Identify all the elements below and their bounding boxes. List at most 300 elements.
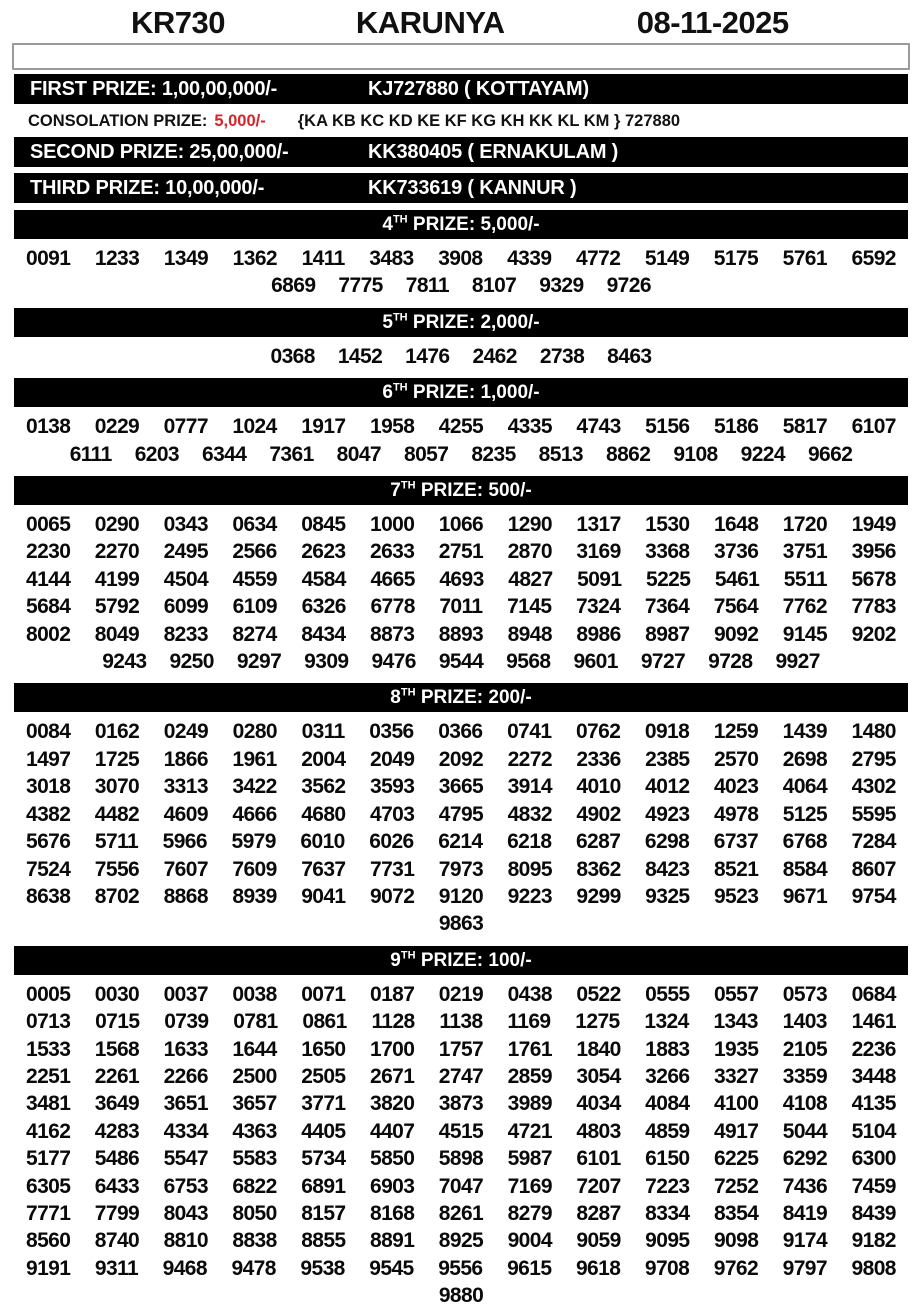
winning-number: 4680 (301, 802, 346, 826)
winning-number: 1530 (645, 513, 690, 537)
prize-bar-title: 7TH PRIZE: 500/- (390, 479, 532, 502)
winning-number: 5898 (438, 1147, 484, 1171)
winning-number: 1169 (507, 1010, 551, 1034)
winning-number: 9004 (507, 1229, 552, 1253)
winning-number: 1066 (438, 513, 484, 537)
winning-number: 9041 (301, 884, 346, 908)
winning-number: 1700 (369, 1037, 415, 1061)
winning-number: 1233 (94, 247, 140, 270)
winning-number: 0091 (26, 247, 71, 270)
consolation-amount: 5,000/- (214, 112, 266, 130)
winning-number: 6592 (851, 247, 896, 270)
draw-code: KR730 (130, 5, 225, 40)
winning-number: 8002 (26, 622, 71, 646)
winning-number: 6010 (300, 830, 345, 854)
winning-number: 1650 (301, 1037, 346, 1061)
winning-number: 7284 (851, 830, 896, 854)
winning-number: 8702 (94, 884, 140, 908)
winning-number: 8233 (163, 622, 208, 646)
winning-number: 4832 (507, 802, 552, 826)
winning-number: 7556 (94, 857, 140, 881)
winning-number: 7047 (438, 1174, 484, 1198)
winning-number: 2747 (438, 1064, 484, 1088)
winning-number: 6778 (370, 595, 415, 619)
winning-number: 9250 (169, 650, 214, 674)
winning-number: 5678 (851, 567, 896, 591)
winning-numbers-row (0, 1145, 922, 1172)
winning-number: 9708 (644, 1256, 690, 1280)
winning-number: 4803 (576, 1119, 621, 1143)
winning-number: 8334 (645, 1201, 690, 1225)
winning-number: 0845 (301, 513, 346, 537)
winning-number: 1452 (337, 344, 383, 368)
winning-number: 4721 (507, 1119, 552, 1143)
winning-number: 9468 (162, 1256, 207, 1280)
winning-number: 2570 (713, 747, 759, 771)
winning-number: 7607 (163, 857, 208, 881)
winning-number: 1324 (644, 1010, 689, 1034)
winning-number: 2105 (782, 1037, 828, 1061)
winning-number: 8274 (232, 622, 277, 646)
second-prize-bar (14, 137, 908, 167)
winning-numbers-row (0, 1090, 922, 1117)
winning-number: 4255 (438, 415, 484, 439)
prize-bar-title: 5TH PRIZE: 2,000/- (382, 311, 540, 333)
winning-number: 5817 (782, 415, 828, 439)
winning-number: 5987 (507, 1147, 552, 1171)
third-prize-bar (14, 173, 908, 203)
winning-number: 5486 (94, 1147, 140, 1171)
winning-number: 8287 (576, 1201, 621, 1225)
winning-number: 8560 (26, 1229, 71, 1253)
winning-number: 9671 (782, 884, 828, 908)
winning-number: 0918 (644, 720, 690, 744)
winning-number: 1128 (371, 1010, 415, 1034)
winning-numbers-row (0, 621, 922, 648)
winning-number: 1757 (438, 1037, 484, 1061)
winning-number: 1958 (369, 415, 415, 439)
winning-number: 2230 (26, 540, 71, 564)
winning-number: 4609 (163, 802, 208, 826)
winning-number: 8855 (301, 1229, 346, 1253)
winning-number: 0162 (94, 720, 140, 744)
winning-number: 2261 (94, 1064, 140, 1088)
winning-number: 1533 (26, 1037, 71, 1061)
winning-number: 9325 (645, 884, 690, 908)
winning-number: 1883 (645, 1037, 690, 1061)
winning-number: 5734 (301, 1147, 346, 1171)
winning-number: 5156 (645, 415, 690, 439)
winning-numbers-row (0, 746, 922, 773)
winning-number: 1259 (713, 720, 759, 744)
winning-number: 2049 (369, 747, 415, 771)
winning-numbers-row (0, 856, 922, 883)
winning-number: 6753 (163, 1174, 208, 1198)
winning-number: 3313 (163, 775, 208, 799)
prize-sections (0, 210, 922, 1311)
second-prize-label: SECOND PRIZE: 25,00,000/- (30, 141, 289, 163)
winning-number: 6292 (782, 1147, 828, 1171)
winning-number: 4335 (507, 415, 552, 439)
winning-number: 6287 (575, 830, 621, 854)
winning-number: 4012 (645, 775, 690, 799)
winning-number: 9726 (606, 274, 651, 298)
winning-numbers-row (0, 245, 922, 272)
winning-number: 7011 (439, 595, 483, 619)
winning-number: 1935 (713, 1037, 759, 1061)
winning-number: 4407 (369, 1119, 415, 1143)
winning-number: 3908 (438, 247, 483, 270)
winning-number: 8862 (605, 442, 651, 466)
winning-number: 9182 (851, 1229, 896, 1253)
winning-number: 0741 (507, 720, 552, 744)
winning-numbers-row (0, 593, 922, 620)
winning-number: 9927 (775, 650, 820, 674)
winning-number: 9223 (507, 884, 552, 908)
winning-number: 2500 (232, 1064, 277, 1088)
winning-number: 7169 (507, 1174, 552, 1198)
winning-number: 5461 (714, 567, 760, 591)
winning-numbers-row (0, 1118, 922, 1145)
winning-number: 3665 (438, 775, 484, 799)
winning-number: 9601 (573, 650, 618, 674)
winning-number: 9297 (236, 650, 282, 674)
winning-numbers-row (0, 1008, 922, 1035)
winning-numbers-row (0, 718, 922, 745)
winning-number: 3651 (163, 1092, 208, 1116)
winning-number: 0684 (851, 982, 896, 1006)
winning-number: 3593 (369, 775, 415, 799)
winning-number: 6203 (134, 442, 180, 466)
winning-number: 0762 (575, 720, 621, 744)
winning-number: 5177 (26, 1147, 71, 1171)
winning-number: 6822 (232, 1174, 277, 1198)
winning-number: 9556 (438, 1256, 483, 1280)
prize-bar-4th (14, 210, 908, 239)
winning-number: 1633 (163, 1037, 208, 1061)
winning-number: 7973 (438, 857, 484, 881)
winning-number: 3873 (438, 1092, 484, 1116)
winning-number: 7564 (713, 595, 759, 619)
winning-number: 3989 (507, 1092, 552, 1116)
winning-numbers-row (0, 1282, 922, 1309)
winning-numbers-row (0, 828, 922, 855)
winning-number: 5979 (231, 830, 276, 854)
winning-number: 1720 (782, 513, 828, 537)
winning-number: 9108 (673, 442, 718, 466)
winning-number: 5850 (369, 1147, 415, 1171)
winning-number: 3448 (851, 1064, 896, 1088)
winning-number: 3914 (507, 775, 552, 799)
winning-number: 1476 (405, 344, 450, 368)
winning-number: 2236 (851, 1037, 896, 1061)
winning-number: 0343 (163, 513, 208, 537)
winning-number: 4302 (851, 775, 896, 799)
winning-numbers-row (0, 343, 922, 370)
winning-number: 2092 (438, 747, 484, 771)
winning-number: 0781 (233, 1010, 278, 1034)
winning-number: 5792 (94, 595, 140, 619)
winning-numbers-8th (0, 715, 922, 938)
winning-number: 9174 (782, 1229, 828, 1253)
winning-number: 3649 (94, 1092, 140, 1116)
winning-number: 9243 (102, 650, 147, 674)
winning-number: 0366 (438, 720, 483, 744)
winning-number: 0084 (26, 720, 71, 744)
winning-number: 2751 (438, 540, 484, 564)
prize-bar-8th (14, 683, 908, 712)
winning-number: 7762 (782, 595, 827, 619)
winning-number: 5761 (782, 247, 827, 270)
winning-number: 8439 (851, 1201, 896, 1225)
winning-number: 9545 (369, 1256, 414, 1280)
winning-number: 8057 (404, 442, 449, 466)
winning-number: 8810 (163, 1229, 208, 1253)
winning-number: 6218 (507, 830, 552, 854)
winning-number: 3751 (782, 540, 828, 564)
consolation-label: CONSOLATION PRIZE: (28, 112, 208, 130)
winning-number: 4334 (163, 1119, 208, 1143)
winning-number: 9098 (713, 1229, 759, 1253)
winning-number: 1362 (232, 247, 277, 270)
winning-number: 4382 (26, 802, 71, 826)
winning-number: 4978 (713, 802, 759, 826)
winning-number: 1411 (301, 247, 345, 270)
winning-number: 5091 (577, 567, 622, 591)
winning-number: 8838 (232, 1229, 277, 1253)
top-input-box[interactable] (12, 43, 910, 70)
winning-numbers-row (0, 1255, 922, 1282)
winning-numbers-row (0, 1173, 922, 1200)
winning-number: 0713 (26, 1010, 71, 1034)
winning-number: 6107 (851, 415, 896, 439)
winning-number: 2738 (539, 344, 585, 368)
winning-number: 2870 (507, 540, 552, 564)
prize-bar-5th (14, 308, 908, 337)
winning-numbers-6th (0, 410, 922, 469)
winning-number: 1461 (851, 1010, 896, 1034)
winning-number: 0715 (95, 1010, 140, 1034)
winning-number: 7637 (301, 857, 346, 881)
winning-number: 4559 (232, 567, 277, 591)
winning-number: 8047 (336, 442, 381, 466)
winning-number: 6737 (713, 830, 759, 854)
winning-number: 4703 (369, 802, 415, 826)
winning-number: 2566 (232, 540, 277, 564)
winning-number: 2251 (26, 1064, 71, 1088)
winning-number: 4135 (851, 1092, 896, 1116)
winning-number: 0290 (94, 513, 140, 537)
winning-number: 7811 (405, 274, 449, 298)
winning-number: 6109 (232, 595, 277, 619)
winning-number: 1568 (94, 1037, 140, 1061)
winning-number: 6903 (369, 1174, 415, 1198)
winning-number: 0368 (270, 344, 315, 368)
winning-number: 5104 (851, 1119, 896, 1143)
winning-number: 0071 (301, 982, 346, 1006)
winning-number: 7524 (26, 857, 71, 881)
winning-number: 3327 (713, 1064, 759, 1088)
winning-number: 0555 (645, 982, 690, 1006)
winning-numbers-4th (0, 242, 922, 301)
winning-number: 8043 (163, 1201, 208, 1225)
winning-number: 8607 (851, 857, 896, 881)
winning-number: 1648 (713, 513, 759, 537)
winning-number: 6768 (782, 830, 827, 854)
winning-number: 4144 (26, 567, 71, 591)
winning-number: 3562 (301, 775, 346, 799)
winning-number: 0037 (163, 982, 208, 1006)
winning-number: 8463 (607, 344, 652, 368)
winning-number: 4504 (163, 567, 209, 591)
winning-number: 9095 (645, 1229, 690, 1253)
winning-number: 4162 (26, 1119, 71, 1143)
winning-number: 9299 (576, 884, 621, 908)
winning-number: 8354 (713, 1201, 759, 1225)
winning-number: 0522 (576, 982, 621, 1006)
winning-number: 3054 (576, 1064, 621, 1088)
winning-number: 0187 (369, 982, 415, 1006)
winning-number: 9202 (851, 622, 896, 646)
winning-number: 9808 (851, 1256, 896, 1280)
winning-number: 5511 (783, 567, 827, 591)
winning-number: 4405 (301, 1119, 346, 1143)
winning-number: 6150 (645, 1147, 690, 1171)
winning-number: 8049 (94, 622, 140, 646)
winning-number: 1343 (713, 1010, 758, 1034)
winning-number: 7459 (851, 1174, 896, 1198)
winning-number: 0280 (232, 720, 277, 744)
winning-number: 8868 (163, 884, 208, 908)
winning-number: 4023 (713, 775, 759, 799)
third-prize-label: THIRD PRIZE: 10,00,000/- (30, 177, 265, 199)
winning-number: 6225 (713, 1147, 759, 1171)
winning-number: 9615 (507, 1256, 552, 1280)
winning-number: 4772 (575, 247, 621, 270)
winning-number: 7252 (713, 1174, 759, 1198)
winning-number: 0138 (26, 415, 71, 439)
winning-number: 9754 (851, 884, 896, 908)
winning-number: 9662 (807, 442, 853, 466)
winning-number: 4339 (507, 247, 552, 270)
winning-number: 7207 (576, 1174, 621, 1198)
winning-number: 9092 (713, 622, 759, 646)
winning-number: 8050 (232, 1201, 277, 1225)
winning-number: 8434 (301, 622, 346, 646)
winning-number: 6433 (94, 1174, 140, 1198)
winning-number: 5186 (713, 415, 759, 439)
winning-number: 9544 (438, 650, 484, 674)
winning-numbers-row (0, 981, 922, 1008)
winning-number: 9523 (713, 884, 759, 908)
winning-number: 9476 (371, 650, 416, 674)
prize-bar-title: 6TH PRIZE: 1,000/- (382, 381, 540, 404)
winning-number: 4064 (782, 775, 828, 799)
winning-number: 6298 (644, 830, 690, 854)
winning-number: 6344 (202, 442, 247, 466)
winning-number: 2462 (472, 344, 517, 368)
winning-number: 0065 (26, 513, 71, 537)
winning-number: 1275 (575, 1010, 620, 1034)
prize-bar-title: 4TH PRIZE: 5,000/- (382, 213, 540, 235)
winning-number: 5711 (94, 830, 139, 854)
draw-date: 08-11-2025 (636, 5, 789, 40)
winning-number: 4693 (439, 567, 484, 591)
winning-number: 9224 (740, 442, 785, 466)
winning-number: 1866 (163, 747, 208, 771)
winning-number: 8419 (782, 1201, 828, 1225)
winning-number: 9478 (231, 1256, 276, 1280)
winning-number: 7364 (644, 595, 690, 619)
winning-numbers-row (0, 773, 922, 800)
winning-number: 5547 (163, 1147, 208, 1171)
winning-number: 8893 (438, 622, 484, 646)
winning-number: 4743 (576, 415, 621, 439)
winning-number: 1403 (782, 1010, 827, 1034)
first-prize-bar (14, 74, 908, 104)
winning-number: 4010 (576, 775, 621, 799)
winning-number: 2795 (851, 747, 896, 771)
winning-number: 8891 (369, 1229, 415, 1253)
winning-number: 9309 (304, 650, 349, 674)
prize-bar-9th (14, 946, 908, 975)
winning-numbers-row (0, 1200, 922, 1227)
winning-number: 9568 (506, 650, 551, 674)
winning-number: 0219 (438, 982, 484, 1006)
winning-number: 9797 (782, 1256, 827, 1280)
winning-number: 2495 (163, 540, 208, 564)
winning-number: 1349 (163, 247, 209, 270)
winning-number: 0030 (94, 982, 140, 1006)
winning-number: 7361 (269, 442, 314, 466)
winning-number: 7145 (507, 595, 552, 619)
winning-number: 8986 (576, 622, 621, 646)
winning-number: 0229 (94, 415, 140, 439)
winning-number: 1840 (576, 1037, 621, 1061)
winning-number: 6326 (301, 595, 346, 619)
winning-number: 5125 (782, 802, 828, 826)
winning-number: 8362 (576, 857, 621, 881)
winning-number: 7799 (94, 1201, 140, 1225)
winning-number: 9329 (539, 274, 584, 298)
winning-number: 9728 (708, 650, 753, 674)
winning-number: 9618 (575, 1256, 621, 1280)
winning-number: 4923 (645, 802, 690, 826)
winning-number: 9762 (713, 1256, 759, 1280)
winning-number: 4665 (370, 567, 415, 591)
winning-number: 4515 (438, 1119, 484, 1143)
winning-number: 5595 (851, 802, 896, 826)
winning-number: 3736 (713, 540, 759, 564)
winning-number: 2859 (507, 1064, 552, 1088)
winning-number: 8987 (645, 622, 690, 646)
winning-number: 9880 (438, 1284, 484, 1308)
winning-number: 0573 (782, 982, 828, 1006)
winning-number: 8638 (26, 884, 71, 908)
winning-number: 3820 (369, 1092, 415, 1116)
winning-number: 4084 (645, 1092, 690, 1116)
first-prize-ticket: KJ727880 ( KOTTAYAM) (368, 78, 589, 100)
winning-number: 8584 (782, 857, 828, 881)
winning-number: 0739 (164, 1010, 209, 1034)
consolation-prize-line (0, 110, 922, 132)
winning-number: 2671 (369, 1064, 415, 1088)
winning-number: 4859 (645, 1119, 690, 1143)
winning-numbers-row (0, 413, 922, 440)
winning-number: 3956 (851, 540, 896, 564)
winning-number: 1024 (232, 415, 277, 439)
third-prize-ticket: KK733619 ( KANNUR ) (368, 177, 577, 199)
